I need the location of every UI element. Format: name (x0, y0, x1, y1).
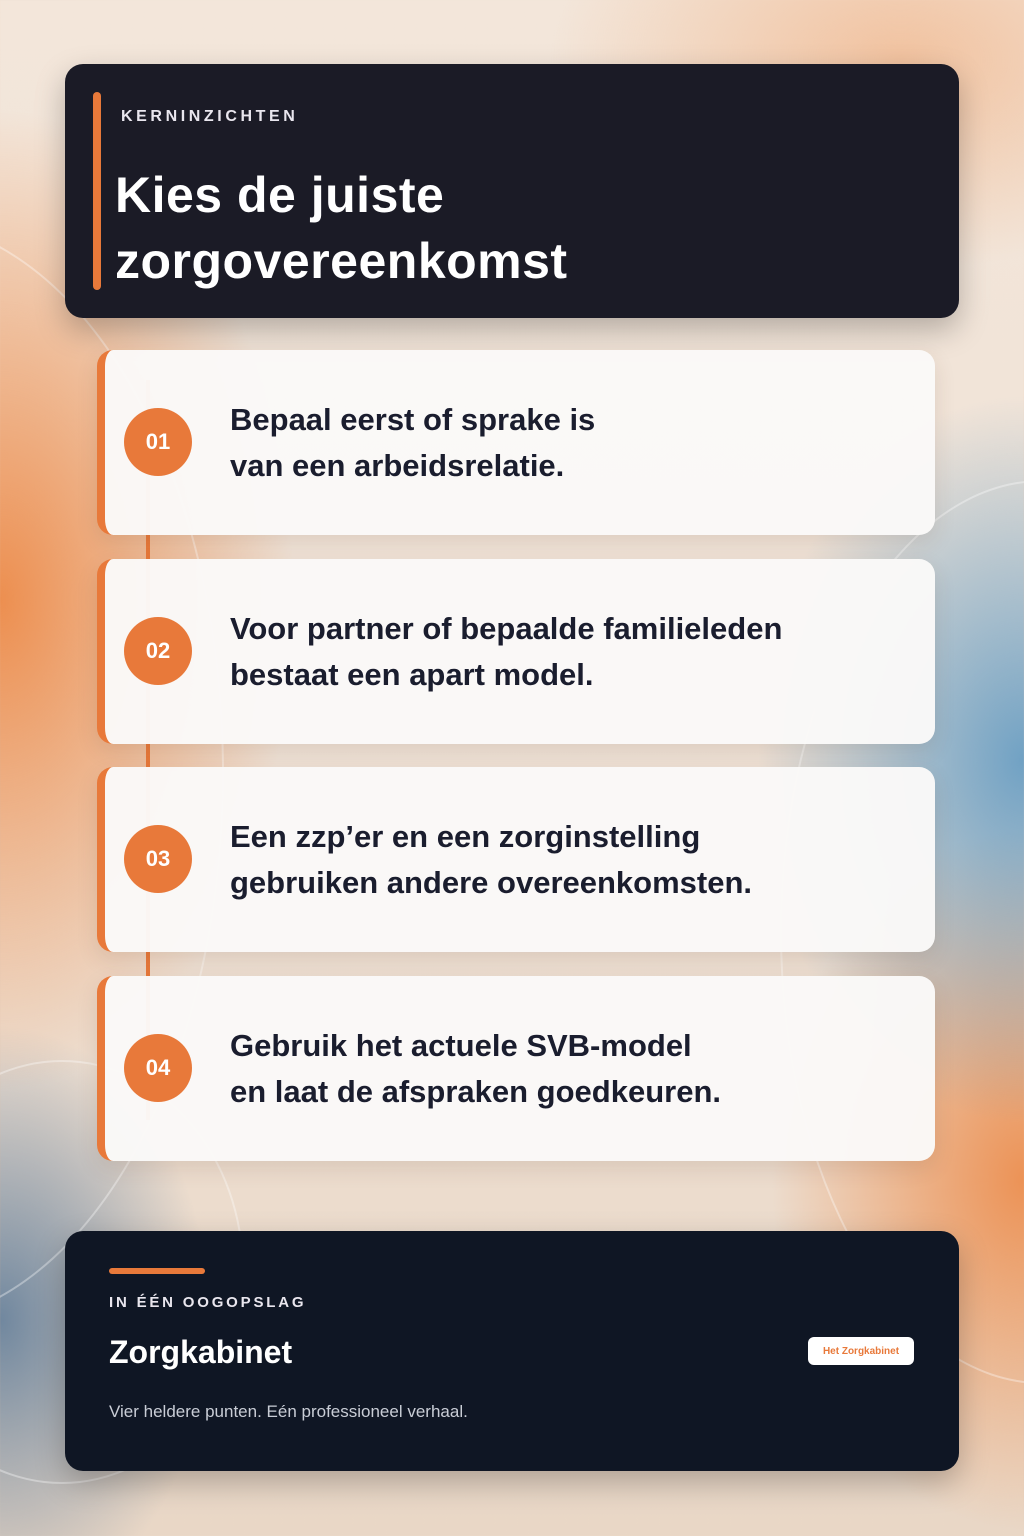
insight-text-content: Voor partner of bepaalde familieleden bestaat een apart model. (230, 610, 783, 692)
step-number-badge: 01 (124, 408, 192, 476)
brand-badge: Het Zorgkabinet (808, 1337, 914, 1365)
insight-text (230, 767, 910, 952)
page-title (115, 162, 815, 294)
insight-card-04 (97, 976, 935, 1161)
footer-card (65, 1231, 959, 1471)
page-title-text: Kies de juiste zorgovereenkomst (115, 167, 568, 289)
insight-text-content: Een zzp’er en een zorginstelling gebruiken andere overeenkomsten. (230, 818, 753, 900)
step-number-badge: 04 (124, 1034, 192, 1102)
insight-text-content: Bepaal eerst of sprake is van een arbeidsrelatie. (230, 401, 596, 483)
footer-accent-bar (109, 1268, 205, 1274)
header-accent-bar (93, 92, 101, 290)
insight-card-02 (97, 559, 935, 744)
insight-text (230, 350, 910, 535)
header-eyebrow: KERNINZICHTEN (121, 108, 299, 125)
step-number-badge: 02 (124, 617, 192, 685)
insight-card-03 (97, 767, 935, 952)
insight-text (230, 976, 910, 1161)
insight-text (230, 559, 910, 744)
step-number-badge: 03 (124, 825, 192, 893)
footer-title: Zorgkabinet (109, 1334, 293, 1370)
footer-eyebrow: IN ÉÉN OOGOPSLAG (109, 1294, 307, 1311)
insight-card-01 (97, 350, 935, 535)
header-card (65, 64, 959, 318)
footer-tagline: Vier heldere punten. Eén professioneel verhaal. (109, 1402, 468, 1421)
insight-text-content: Gebruik het actuele SVB-model en laat de afspraken goedkeuren. (230, 1027, 722, 1109)
